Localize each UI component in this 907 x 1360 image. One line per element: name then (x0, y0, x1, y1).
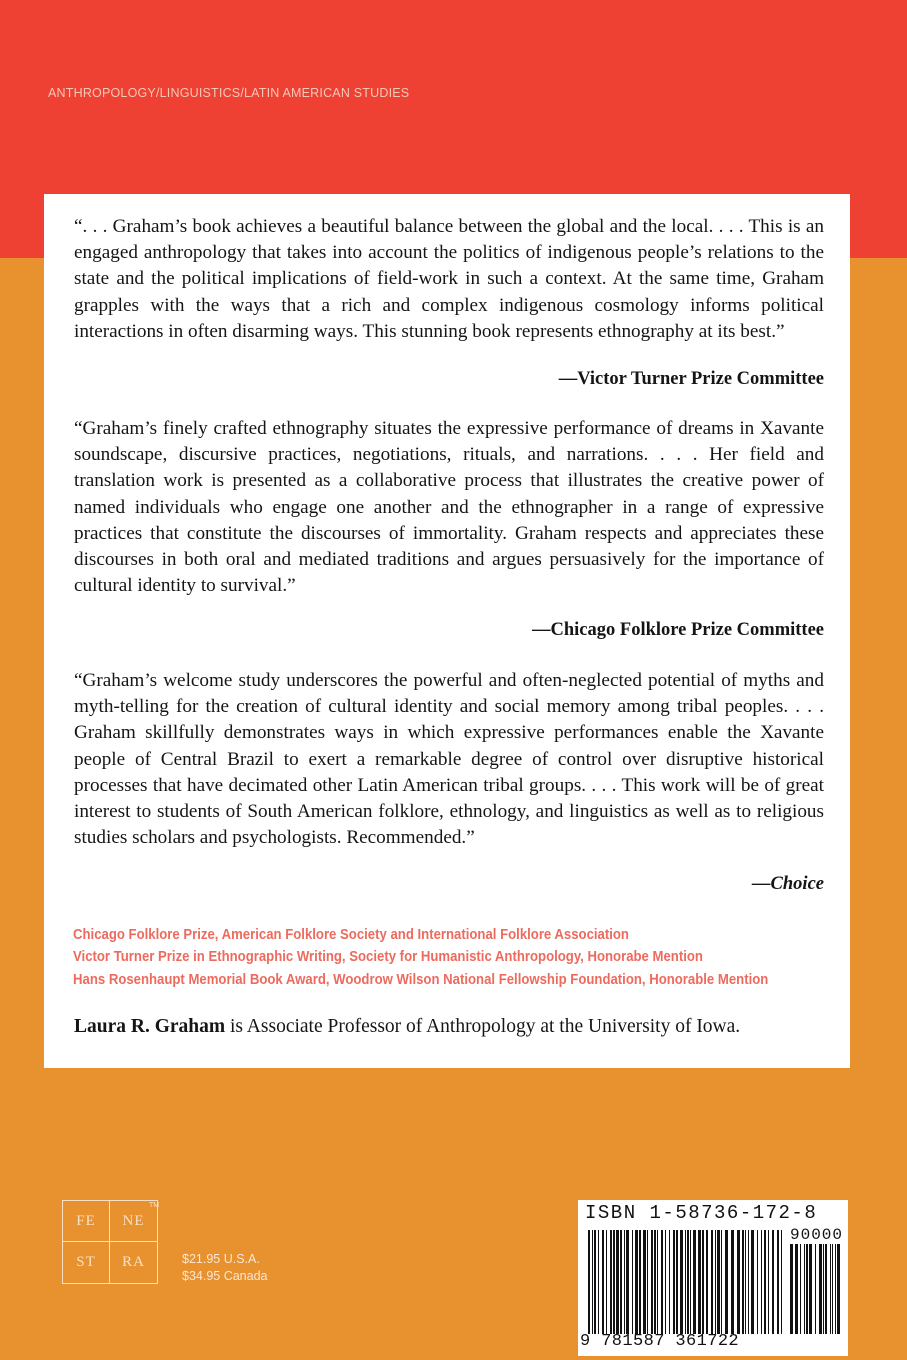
author-bio (74, 1016, 740, 1038)
review-quote-3: “Graham’s welcome study underscores the powerful and often-neglected potential of myths and myth-telling for the creation of cultural identity and social memory among tribal peoples. . . . Graham skillfully demonstrates ways in which expressive performances enable the Xavante people of Central Brazil to exert a remarkable degree of control over disruptive historical processes that have decimated other Latin American tribal groups. . . . This work will be of great interest to students of South American folklore, ethnology, and linguistics as well as to religious studies scholars and psychologists. Recommended.” (74, 670, 824, 849)
award-item: Victor Turner Prize in Ethnographic Writing, Society for Humanistic Anthropology, Honorabe Mention (73, 949, 703, 966)
review-quote-1: “. . . Graham’s book achieves a beautiful balance between the global and the local. . . . This is an engaged anthropology that takes into account the politics of indigenous people’s relations to the state and the political implications of field-work in such a context. At the same time, Graham grapples with the ways that a rich and complex indigenous cosmology informs political interactions in often disarming ways. This stunning book represents ethnography at its best.” (74, 216, 824, 342)
addon-barcode-icon (790, 1230, 840, 1334)
logo-cell: NE (110, 1201, 157, 1242)
review-attribution-2: —Chicago Folklore Prize Committee (532, 620, 824, 640)
price-usa: $21.95 U.S.A. (182, 1252, 260, 1266)
review-quote-2: “Graham’s finely crafted ethnography situates the expressive performance of dreams in Xavante soundscape, discursive practices, negotiations, rituals, and narrations. . . . Her field and translation work is presented as a collaborative process that illustrates the creative power of named individuals who engage one another and the ethnographer in a range of expressive practices that constitute the discourses of immortality. Graham respects and appreciates these discourses in both oral and mediated traditions and argues persuasively for the importance of cultural identity to survival.” (74, 418, 824, 597)
isbn-text: ISBN 1-58736-172-8 (585, 1202, 818, 1224)
ean-barcode-icon (588, 1230, 784, 1334)
review-panel (44, 194, 850, 1068)
category-label: ANTHROPOLOGY/LINGUISTICS/LATIN AMERICAN STUDIES (48, 86, 410, 100)
trademark-mark: TM (149, 1202, 160, 1209)
price-block (182, 1251, 268, 1285)
logo-cell: RA (122, 1254, 145, 1270)
price-canada: $34.95 Canada (182, 1269, 268, 1283)
logo-cell: FE (63, 1201, 110, 1242)
publisher-logo (62, 1200, 158, 1284)
awards-list (73, 924, 829, 991)
review-attribution-1: —Victor Turner Prize Committee (558, 369, 824, 389)
addon-digits: 90000 (790, 1226, 844, 1244)
author-bio-text: is Associate Professor of Anthropology at the University of Iowa. (225, 1016, 741, 1037)
award-item: Hans Rosenhaupt Memorial Book Award, Woodrow Wilson National Fellowship Foundation, Honorable Mention (73, 971, 769, 988)
author-name: Laura R. Graham (74, 1016, 226, 1037)
logo-cell: ST (63, 1242, 110, 1283)
ean-digits: 9 781587 361722 (580, 1332, 740, 1351)
award-item: Chicago Folklore Prize, American Folklore Society and International Folklore Association (73, 927, 629, 943)
review-attribution-3: —Choice (752, 874, 824, 894)
barcode-box (578, 1200, 848, 1356)
